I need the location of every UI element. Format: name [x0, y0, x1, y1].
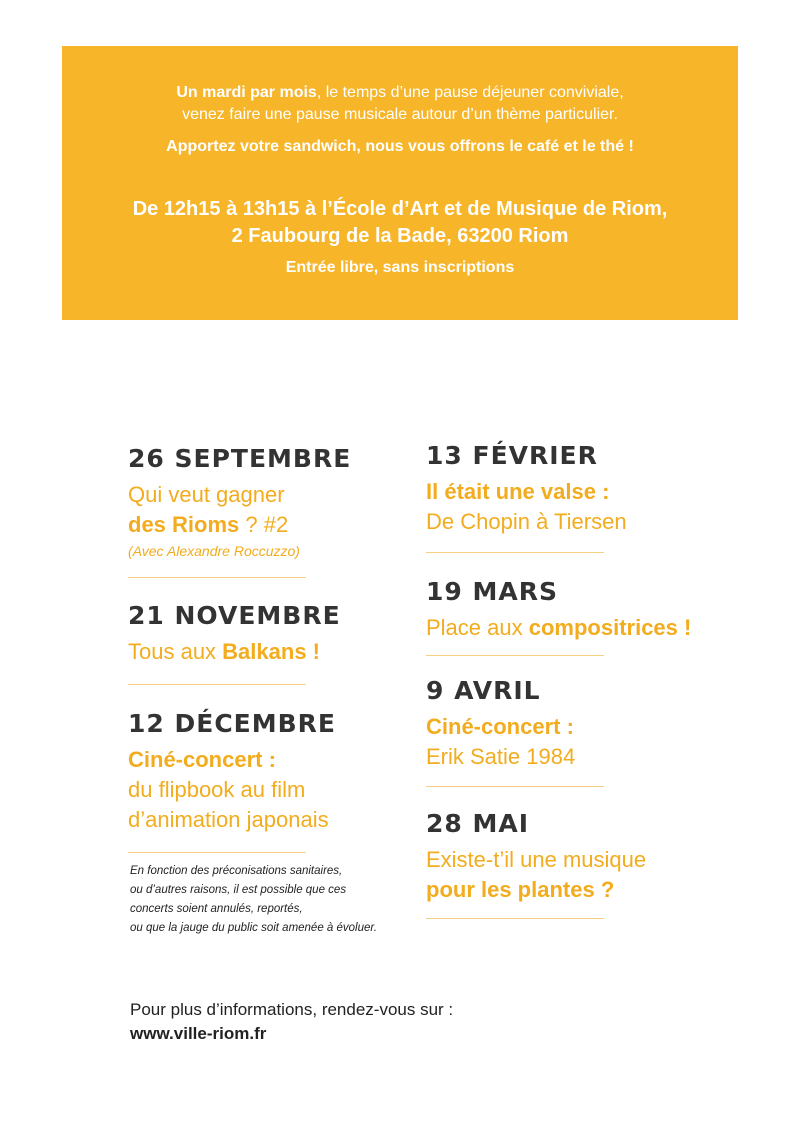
event-title-pre: Tous aux — [128, 639, 223, 664]
separator — [426, 918, 604, 919]
event-title-line2 — [128, 510, 351, 540]
event-title-line2: De Chopin à Tiersen — [426, 509, 627, 534]
event-19-mars — [426, 577, 691, 643]
event-28-mai — [426, 809, 646, 905]
footer-url-link[interactable]: www.ville-riom.fr — [130, 1024, 267, 1043]
event-title-line2: Erik Satie 1984 — [426, 744, 576, 769]
footer-info: Pour plus d’informations, rendez-vous sur : — [130, 1000, 454, 1019]
event-title-pre: Place aux — [426, 615, 529, 640]
separator — [128, 684, 306, 685]
banner-location — [62, 196, 738, 250]
notice-line: ou que la jauge du public soit amenée à évoluer. — [130, 922, 377, 934]
separator — [426, 655, 604, 656]
event-title-bold: Il était une valse : — [426, 479, 610, 504]
event-title-line2: du flipbook au film — [128, 777, 306, 802]
separator — [128, 852, 306, 853]
event-title-line1: Qui veut gagner — [128, 482, 285, 507]
event-9-avril — [426, 676, 575, 772]
event-title-line1 — [128, 745, 336, 775]
event-title-bold: des Rioms — [128, 512, 240, 537]
event-13-fevrier — [426, 441, 627, 537]
event-26-septembre — [128, 444, 351, 562]
event-title-bold: Ciné-concert : — [128, 747, 276, 772]
event-title-line1 — [426, 477, 627, 507]
event-title-line2 — [426, 875, 646, 905]
event-date: 13 FÉVRIER — [426, 441, 598, 470]
notice-line: En fonction des préconisations sanitaires, — [130, 865, 343, 877]
event-date: 28 MAI — [426, 809, 530, 838]
event-12-decembre — [128, 709, 336, 835]
event-date: 26 SEPTEMBRE — [128, 444, 352, 473]
event-title-bold: pour les plantes ? — [426, 877, 615, 902]
separator — [128, 577, 306, 578]
event-title-line1: Existe-t’il une musique — [426, 847, 647, 872]
event-date: 9 AVRIL — [426, 676, 541, 705]
event-title-bold: Balkans ! — [222, 639, 320, 664]
notice-line: concerts soient annulés, reportés, — [130, 903, 303, 915]
event-date: 12 DÉCEMBRE — [128, 709, 337, 738]
event-title-line1 — [426, 613, 691, 643]
banner-intro-bold: Un mardi par mois — [176, 84, 317, 101]
event-title-bold: compositrices ! — [528, 615, 692, 640]
separator — [426, 786, 604, 787]
event-title-line1 — [426, 712, 575, 742]
event-guest-note: (Avec Alexandre Roccuzzo) — [128, 543, 300, 559]
banner-intro-line2: venez faire une pause musicale autour d’un thème particulier. — [182, 106, 618, 123]
banner-location-line1: De 12h15 à 13h15 à l’École d’Art et de Musique de Riom, — [132, 198, 668, 220]
event-date: 21 NOVEMBRE — [128, 601, 341, 630]
banner-location-line2: 2 Faubourg de la Bade, 63200 Riom — [231, 225, 569, 247]
event-title-bold: Ciné-concert : — [426, 714, 574, 739]
notice-line: ou d’autres raisons, il est possible que ces — [130, 884, 347, 896]
banner-intro — [62, 82, 738, 126]
event-title-line3: d’animation japonais — [128, 807, 329, 832]
sanitary-notice — [130, 862, 400, 938]
event-date: 19 MARS — [426, 577, 558, 606]
event-21-novembre — [128, 601, 341, 667]
banner-entry: Entrée libre, sans inscriptions — [285, 259, 515, 276]
info-banner — [62, 46, 738, 320]
banner-offer: Apportez votre sandwich, nous vous offrons le café et le thé ! — [166, 138, 634, 155]
banner-intro-rest: , le temps d’une pause déjeuner conviviale, — [316, 84, 624, 101]
separator — [426, 552, 604, 553]
event-title-rest: ? #2 — [239, 512, 289, 537]
event-title-line1 — [128, 637, 341, 667]
